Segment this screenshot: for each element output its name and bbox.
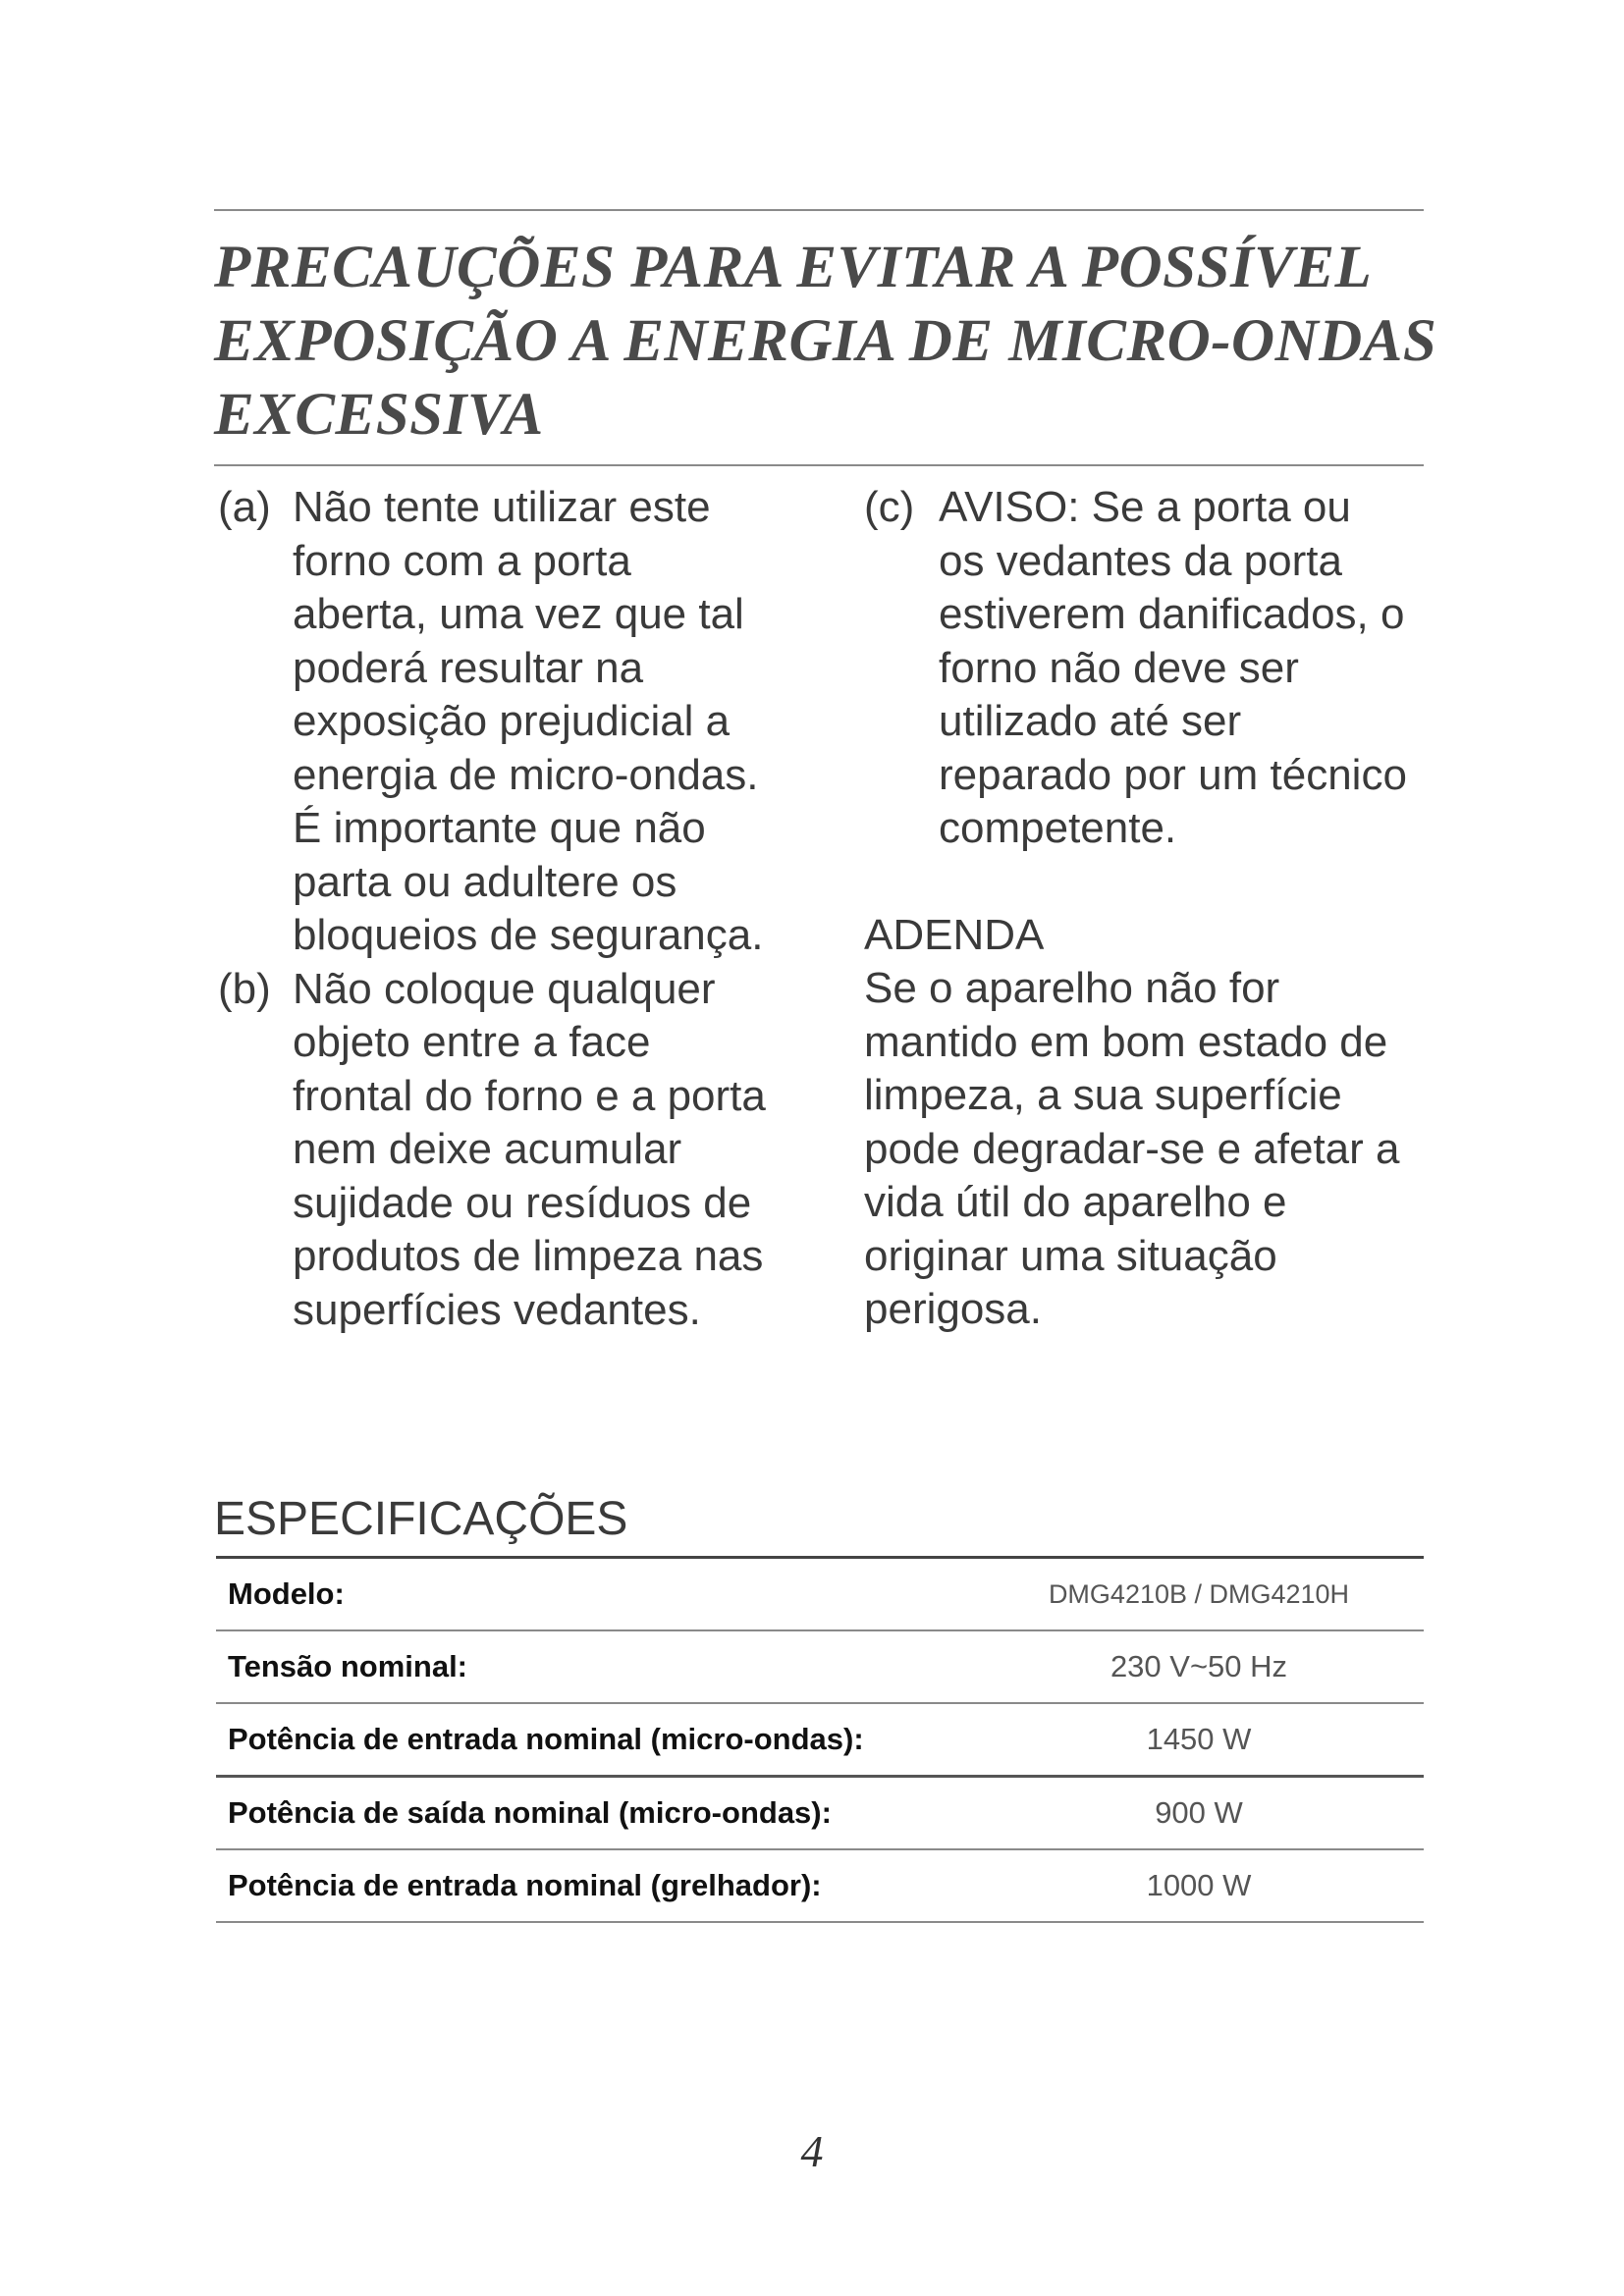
text-line: objeto entre a face [293,1018,651,1066]
text-line: aberta, uma vez que tal [293,590,744,638]
specifications-table [216,1556,1424,1923]
spec-label: Modelo: [228,1576,345,1611]
spec-value: 1000 W [1146,1868,1252,1902]
text-line: parta ou adultere os [293,857,677,906]
text-line: reparado por um técnico [939,750,1407,799]
spec-label: Tensão nominal: [228,1649,468,1683]
precaution-item-b [218,963,807,1338]
text-line: vida útil do aparelho e [864,1178,1287,1226]
text-line: AVISO: Se a porta ou [939,483,1351,531]
text-line: sujidade ou resíduos de [293,1178,752,1227]
text-line: limpeza, a sua superfície [864,1071,1342,1119]
item-marker: (c) [864,483,915,531]
spec-value: DMG4210B / DMG4210H [1048,1578,1350,1609]
text-line: Não tente utilizar este [293,483,711,531]
spec-value: 900 W [1155,1795,1243,1830]
title-line: EXCESSIVA [214,382,544,448]
table-row [216,1703,1424,1777]
item-text [293,963,807,1338]
table-row [216,1777,1424,1850]
text-line: superfícies vedantes. [293,1285,701,1334]
text-line: originar uma situação [864,1231,1277,1280]
text-line: Se o aparelho não for [864,964,1280,1012]
table-row [216,1849,1424,1922]
text-line: competente. [939,804,1177,852]
text-line: nem deixe acumular [293,1125,682,1173]
title-line: PRECAUÇÕES PARA EVITAR A POSSÍVEL [214,235,1373,300]
text-line: produtos de limpeza nas [293,1232,764,1280]
text-line: estiverem danificados, o [939,590,1405,638]
item-marker: (a) [218,483,271,531]
text-line: bloqueios de segurança. [293,911,764,959]
spec-label: Potência de entrada nominal (grelhador): [228,1868,822,1902]
spec-label: Potência de entrada nominal (micro-ondas): [228,1722,864,1756]
text-line: É importante que não [293,804,706,852]
top-rule [214,209,1424,211]
precaution-item-a [218,481,807,963]
text-line: utilizado até ser [939,697,1242,745]
addendum-heading: ADENDA [864,910,1045,959]
text-line: Não coloque qualquer [293,964,716,1013]
spec-value: 230 V~50 Hz [1110,1649,1288,1683]
left-column [218,481,807,1337]
specifications-heading: ESPECIFICAÇÕES [214,1493,628,1545]
addendum-section [864,909,1434,1337]
text-line: energia de micro-ondas. [293,750,759,799]
text-line: os vedantes da porta [939,536,1342,585]
text-line: forno com a porta [293,536,631,585]
text-line: pode degradar-se e afetar a [864,1124,1400,1173]
text-line: exposição prejudicial a [293,697,731,745]
precaution-item-c [864,481,1434,856]
spec-label: Potência de saída nominal (micro-ondas): [228,1795,832,1830]
title-rule [214,464,1424,466]
text-line: forno não deve ser [939,643,1299,692]
table-row [216,1558,1424,1631]
text-line: mantido em bom estado de [864,1017,1388,1066]
text-line: poderá resultar na [293,643,644,692]
right-column [864,481,1434,1337]
item-text [939,481,1434,856]
table-row [216,1630,1424,1703]
spec-value: 1450 W [1146,1722,1252,1756]
page-title [214,231,1437,452]
title-line: EXPOSIÇÃO A ENERGIA DE MICRO-ONDAS [214,308,1437,374]
item-marker: (b) [218,964,271,1013]
page-number: 4 [800,2126,824,2176]
text-line: frontal do forno e a porta [293,1071,766,1120]
text-line: perigosa. [864,1285,1043,1333]
item-text [293,481,807,963]
